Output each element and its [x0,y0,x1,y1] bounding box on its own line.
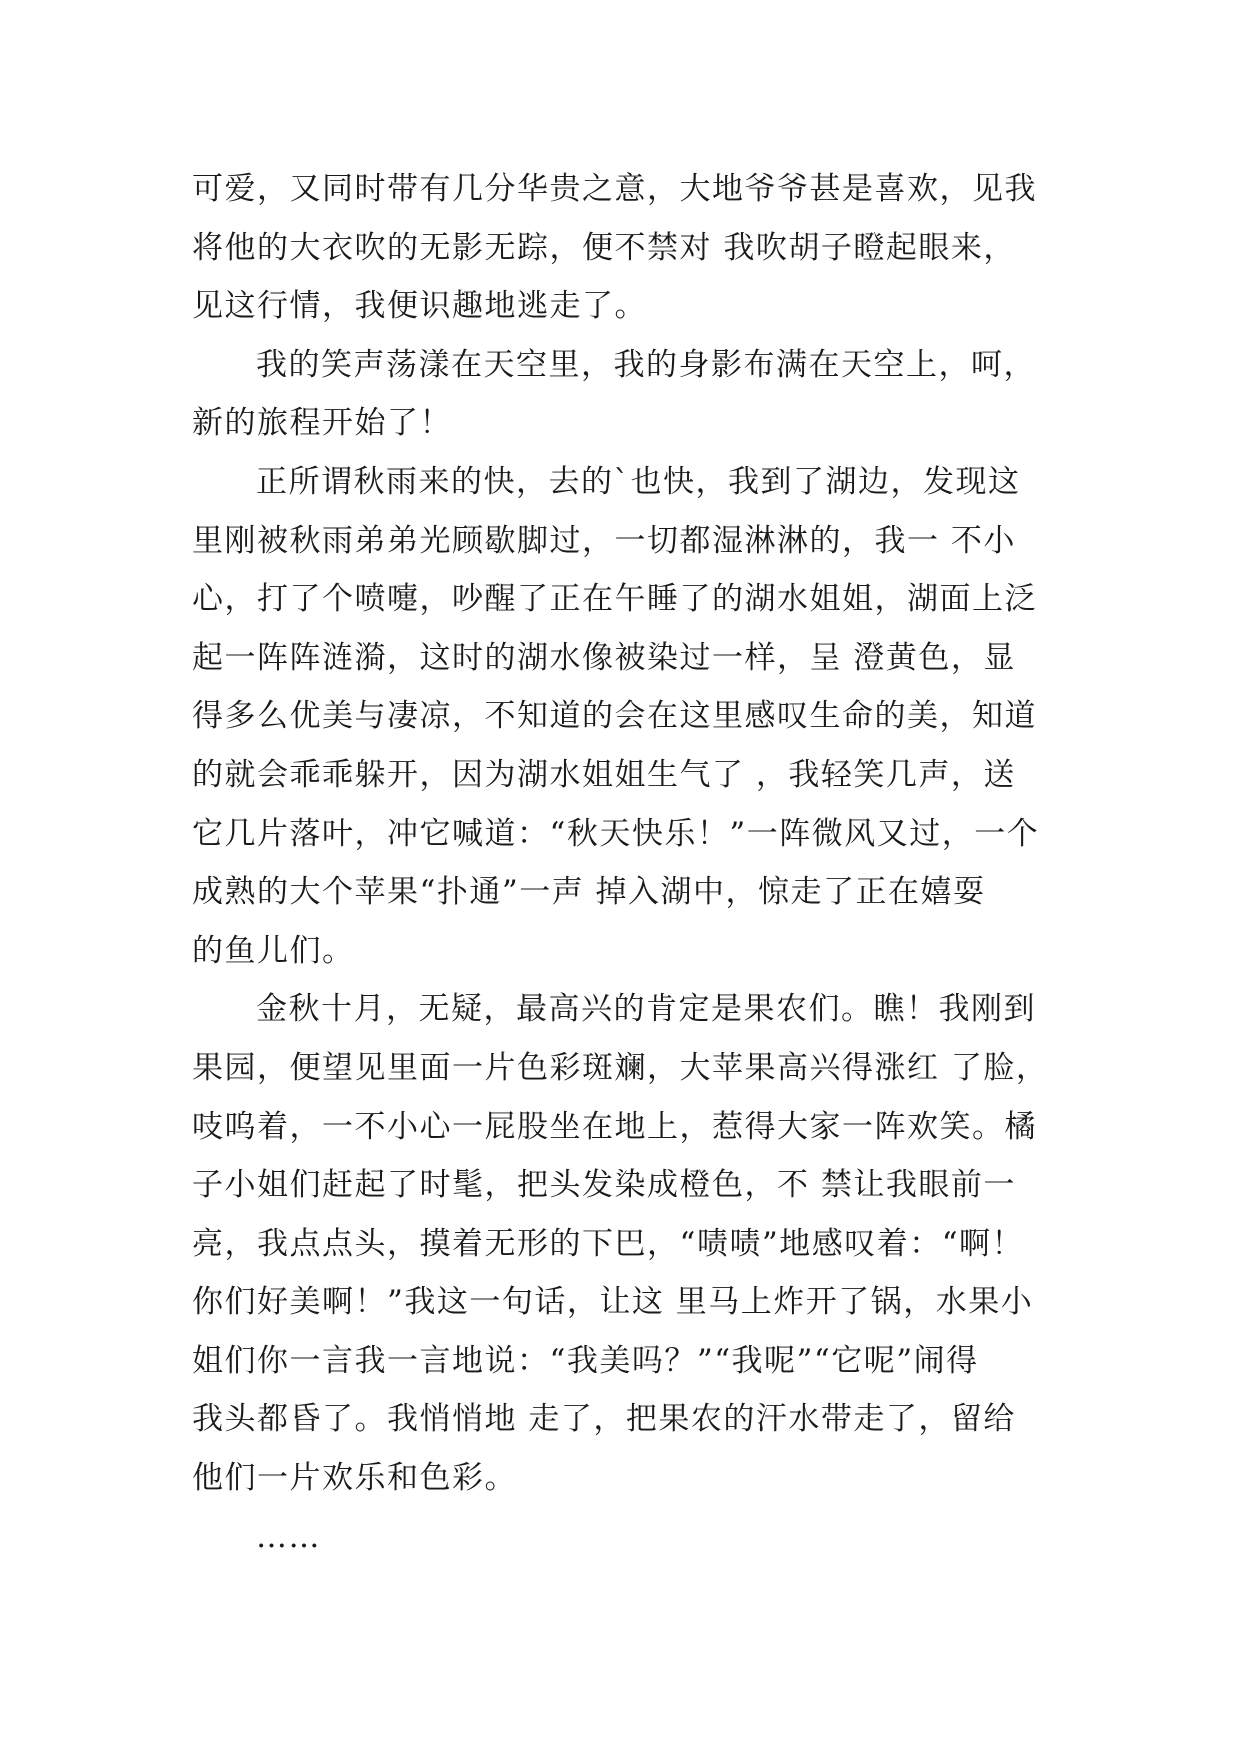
text-line: 里刚被秋雨弟弟光顾歇脚过，一切都湿淋淋的，我一 不小 [192,522,1016,559]
text-line: 将他的大衣吹的无影无踪，便不禁对 我吹胡子瞪起眼来， [192,229,1016,266]
text-line: 起一阵阵涟漪，这时的湖水像被染过一样，呈 澄黄色，显 [192,639,1016,676]
text-line: 见这行情，我便识趣地逃走了。 [192,288,647,325]
text-line: 子小姐们赶起了时髦，把头发染成橙色，不 禁让我眼前一 [192,1167,1016,1204]
text-line: 他们一片欢乐和色彩。 [192,1460,517,1497]
paragraph-start-line: 金秋十月，无疑，最高兴的肯定是果农们。瞧！我刚到 [256,991,1036,1028]
text-line: 的就会乖乖躲开，因为湖水姐姐生气了 ，我轻笑几声，送 [192,756,1016,793]
text-line: 成熟的大个苹果“扑通”一声 掉入湖中，惊走了正在嬉耍 [192,874,986,911]
ellipsis-line: …… [256,1518,321,1555]
essay-body [192,160,1072,1566]
text-line: 可爱，又同时带有几分华贵之意，大地爷爷甚是喜欢，见我 [192,171,1037,207]
text-line: 得多么优美与凄凉，不知道的会在这里感叹生命的美，知道 [192,698,1037,735]
text-line: 心，打了个喷嚏，吵醒了正在午睡了的湖水姐姐，湖面上泛 [192,581,1037,618]
paragraph-start-line: 我的笑声荡漾在天空里，我的身影布满在天空上，呵， [256,346,1036,383]
text-line: 你们好美啊！”我这一句话，让这 里马上炸开了锅，水果小 [192,1284,1034,1321]
text-line: 姐们你一言我一言地说：“我美吗？”“我呢”“它呢”闹得 [192,1342,979,1379]
text-line: 亮，我点点头，摸着无形的下巴，“啧啧”地感叹着：“啊！ [192,1225,1025,1262]
text-line: 新的旅程开始了！ [192,405,452,442]
text-line: 果园，便望见里面一片色彩斑斓，大苹果高兴得涨红 了脸， [192,1049,1049,1086]
paragraph-start-line: 正所谓秋雨来的快，去的`也快，我到了湖边，发现这 [256,463,1021,500]
text-line: 吱呜着，一不小心一屁股坐在地上，惹得大家一阵欢笑。橘 [192,1108,1037,1145]
text-line: 的鱼儿们。 [192,932,355,969]
text-line: 我头都昏了。我悄悄地 走了，把果农的汗水带走了，留给 [192,1401,1016,1438]
text-line: 它几片落叶，冲它喊道：“秋天快乐！”一阵微风又过，一个 [192,815,1040,852]
